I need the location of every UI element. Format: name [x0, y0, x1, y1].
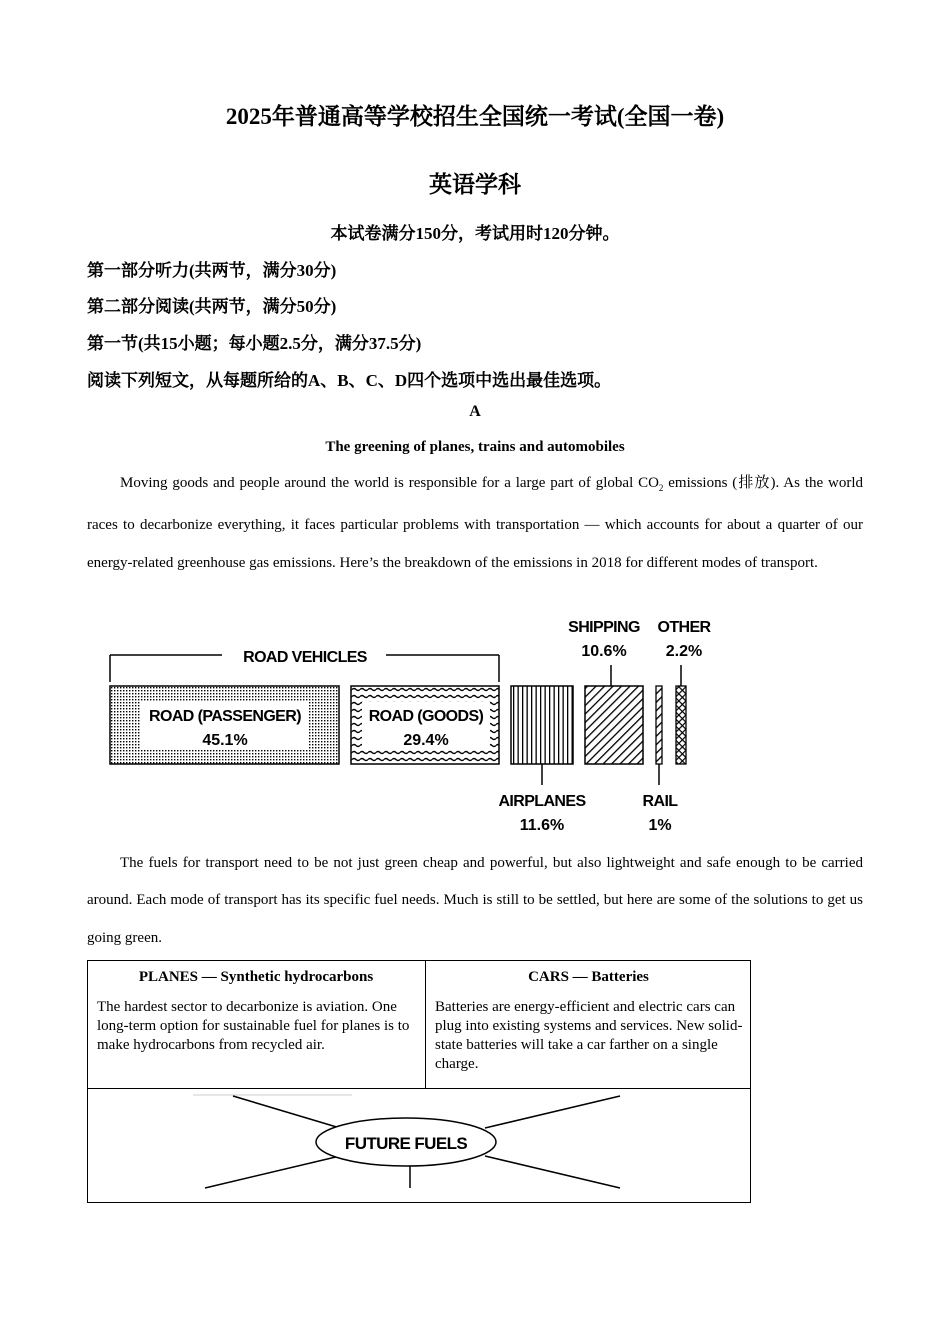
planes-text: The hardest sector to decarbonize is aviation. One long-term option for sustainable fuel for planes is to make hydrocarbons from recycled air. [97, 999, 410, 1053]
label-road-goods: ROAD (GOODS) [368, 708, 484, 725]
spoke-top-right [485, 1096, 620, 1128]
paragraph-1-rest: emissions (排放). As the world races to decarbonize everything, it faces particular problems with transportation — which accounts for about a quarter of our energy-related greenhouse gas emissions. Here’s the breakdown of the emissions in 2018 for different modes of transport. [87, 475, 863, 571]
cars-text: Batteries are energy-efficient and electric cars can plug into existing systems and services. New solid-state batteries will take a car farther on a single charge. [435, 999, 743, 1072]
cars-heading: CARS — Batteries [528, 969, 649, 985]
exam-title: 2025年普通高等学校招生全国统一考试(全国一卷) [225, 104, 725, 129]
value-airplanes: 11.6% [519, 817, 565, 834]
passage-label: A [469, 403, 481, 420]
paragraph-2-text: The fuels for transport need to be not just green cheap and powerful, but also lightweight and safe enough to be carried around. Each mode of transport has its specific fuel needs. Much is still to be settled, but here are some of the solutions to get us going green. [87, 855, 863, 946]
label-rail: RAIL [642, 793, 678, 810]
spoke-bottom-left [205, 1156, 340, 1188]
subject-title: 英语学科 [429, 172, 521, 197]
passage-headline: The greening of planes, trains and automobiles [325, 439, 625, 455]
value-other: 2.2% [665, 643, 703, 660]
spoke-bottom-right [485, 1156, 620, 1188]
co2-subscript: 2 [658, 483, 664, 493]
label-road-passenger: ROAD (PASSENGER) [149, 708, 301, 725]
value-road-goods: 29.4% [403, 732, 449, 749]
part1-heading: 第一部分听力(共两节，满分30分) [87, 261, 337, 280]
future-fuels-label: FUTURE FUELS [344, 1134, 468, 1153]
part2-heading: 第二部分阅读(共两节，满分50分) [87, 297, 337, 316]
label-shipping: SHIPPING [568, 619, 640, 636]
value-road-passenger: 45.1% [202, 732, 248, 749]
instruction: 阅读下列短文，从每题所给的A、B、C、D四个选项中选出最佳选项。 [87, 371, 612, 390]
label-airplanes: AIRPLANES [498, 793, 586, 810]
planes-heading: PLANES — Synthetic hydrocarbons [138, 969, 374, 985]
value-rail: 1% [648, 817, 672, 834]
section1-heading: 第一节(共15小题；每小题2.5分，满分37.5分) [87, 334, 422, 353]
spoke-top-left [233, 1096, 340, 1128]
exam-intro: 本试卷满分150分，考试用时120分钟。 [330, 224, 620, 243]
road-vehicles-label: ROAD VEHICLES [243, 649, 367, 666]
value-shipping: 10.6% [581, 643, 627, 660]
label-other: OTHER [657, 619, 711, 636]
paragraph-1-start: Moving goods and people around the world is responsible for a large part of global CO [120, 475, 659, 491]
